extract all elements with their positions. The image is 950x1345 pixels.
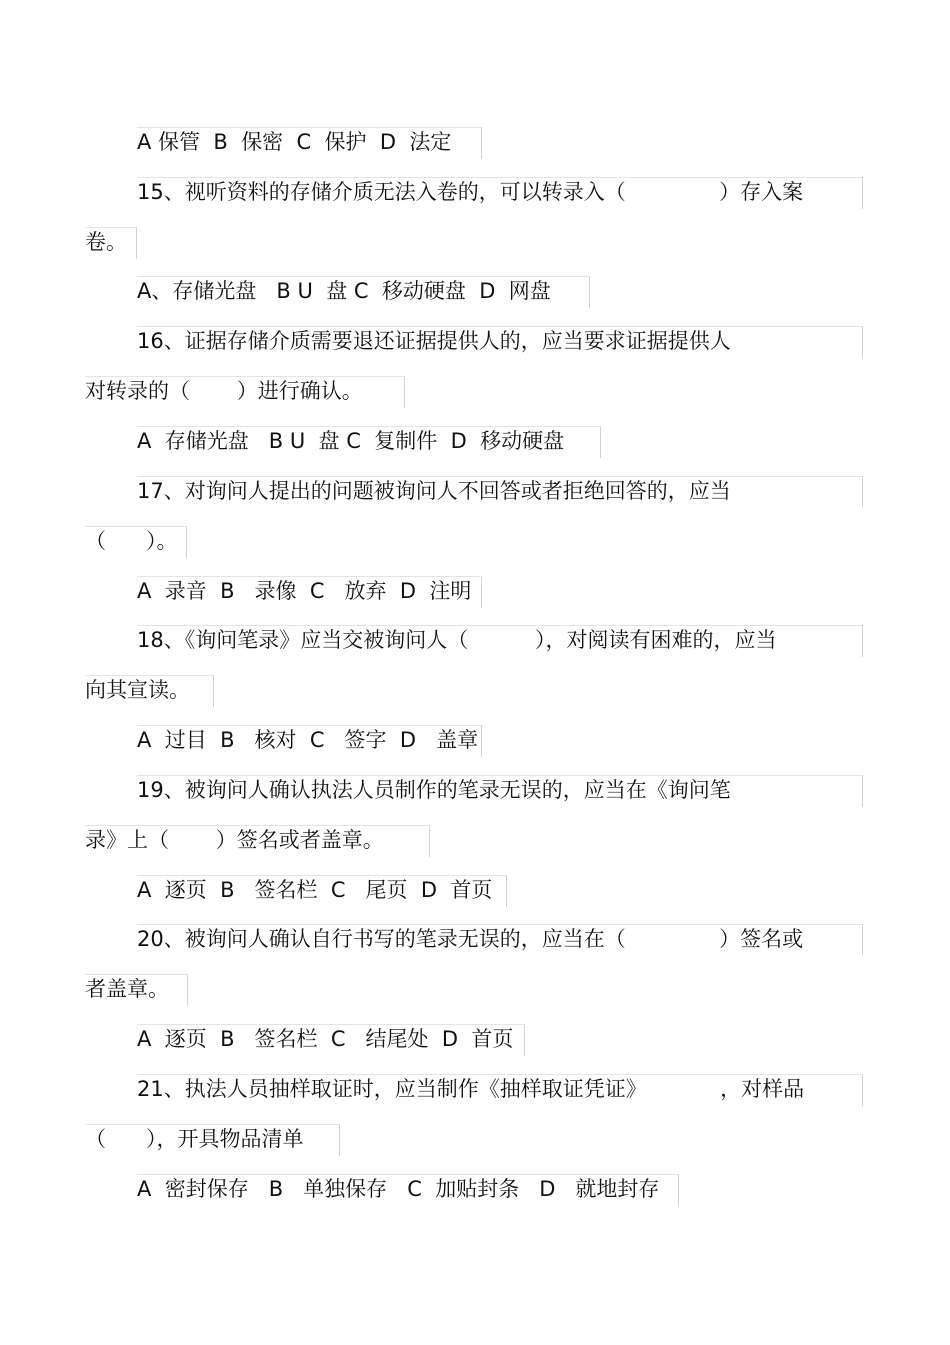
question-line: 16、证据存储介质需要退还证据提供人的，应当要求证据提供人: [137, 329, 731, 353]
options-line: A 录音 B 录像 C 放弃 D 注明: [137, 579, 472, 603]
question-line-cont: （ ）。: [85, 529, 178, 553]
question-line-cont: （ ），开具物品清单: [85, 1127, 304, 1151]
options-line: A、存储光盘 B U 盘 C 移动硬盘 D 网盘: [137, 279, 551, 303]
options-line: A 逐页 B 签名栏 C 尾页 D 首页: [137, 878, 493, 902]
question-line: 20、被询问人确认自行书写的笔录无误的，应当在（ ）签名或: [137, 927, 804, 951]
options-line: A 保管 B 保密 C 保护 D 法定: [137, 130, 452, 154]
question-line-cont: 者盖章。: [85, 977, 169, 1001]
options-line: A 逐页 B 签名栏 C 结尾处 D 首页: [137, 1027, 514, 1051]
question-line-cont: 录》上（ ）签名或者盖章。: [85, 828, 384, 852]
question-line: 17、对询问人提出的问题被询问人不回答或者拒绝回答的，应当: [137, 479, 731, 503]
question-line-cont: 向其宣读。: [85, 678, 190, 702]
options-line: A 存储光盘 B U 盘 C 复制件 D 移动硬盘: [137, 429, 565, 453]
question-line: 15、视听资料的存储介质无法入卷的，可以转录入（ ）存入案: [137, 180, 804, 204]
question-line: 18、《询问笔录》应当交被询问人（ ），对阅读有困难的，应当: [137, 628, 777, 652]
question-line-cont: 卷。: [85, 230, 127, 254]
question-line-cont: 对转录的（ ）进行确认。: [85, 379, 363, 403]
options-line: A 过目 B 核对 C 签字 D 盖章: [137, 728, 479, 752]
options-line: A 密封保存 B 单独保存 C 加贴封条 D 就地封存: [137, 1177, 660, 1201]
question-line: 19、被询问人确认执法人员制作的笔录无误的，应当在《询问笔: [137, 778, 731, 802]
question-line: 21、执法人员抽样取证时，应当制作《抽样取证凭证》 ，对样品: [137, 1077, 805, 1101]
